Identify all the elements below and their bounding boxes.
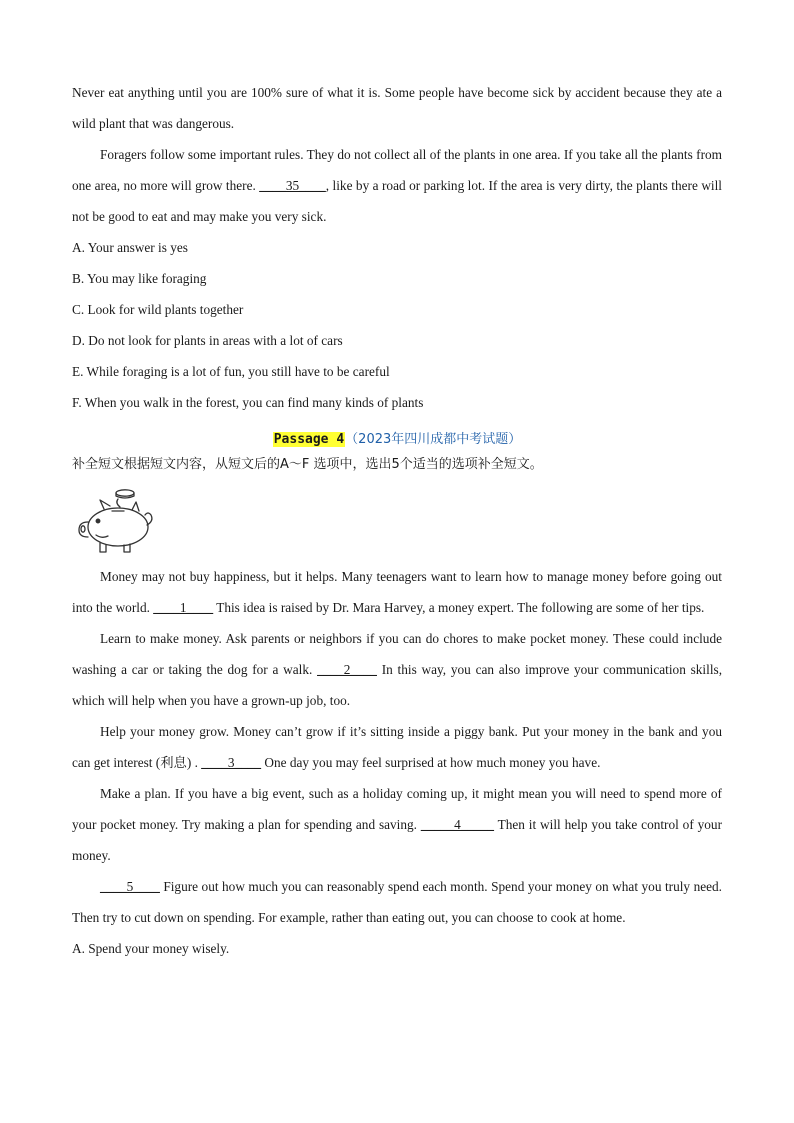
passage4-paragraph-3 [72, 716, 722, 778]
blank-2: ____2____ [317, 662, 377, 677]
blank-4: _____4_____ [420, 817, 494, 832]
passage4-paragraph-4 [72, 778, 722, 871]
p3-text-a: Help your money grow. Money can’t grow if it’s sitting inside a piggy bank. Put your money in the bank and you can get interest (利息) . [72, 724, 722, 770]
option-d: D. Do not look for plants in areas with a lot of cars [72, 333, 343, 348]
passage4-label: Passage 4 [273, 432, 345, 447]
passage4-paragraph-1 [72, 561, 722, 623]
p2-text-a: Learn to make money. Ask parents or neighbors if you can do chores to make pocket money. These could include washing a car or taking the dog for a walk. [72, 631, 722, 677]
p5-text-b: Figure out how much you can reasonably spend each month. Spend your money on what you truly need. Then try to cut down on spending. For example, rather than eating out, you can choose to cook at home. [72, 879, 722, 925]
passage3-paragraph-tail: Never eat anything until you are 100% sure of what it is. Some people have become sick by accident because they ate a wild plant that was dangerous. [72, 85, 722, 131]
passage4-option-a: A. Spend your money wisely. [72, 941, 230, 956]
document-body [72, 77, 722, 964]
p4-text-b: Then it will help you take control of your money. [72, 817, 722, 863]
p1-text-b: This idea is raised by Dr. Mara Harvey, a money expert. The following are some of her tips. [216, 600, 705, 615]
passage4-heading [72, 426, 722, 453]
option-b: B. You may like foraging [72, 271, 207, 286]
option-a: A. Your answer is yes [72, 240, 188, 255]
option-e: E. While foraging is a lot of fun, you still have to be careful [72, 364, 390, 379]
passage4-paragraph-5 [72, 871, 722, 933]
passage4-source: （2023年四川成都中考试题） [345, 432, 522, 447]
passage4-paragraph-2 [72, 623, 722, 716]
blank-5: ____5____ [100, 879, 160, 894]
passage3-rules-text-a: Foragers follow some important rules. They do not collect all of the plants in one area. If you take all the plants from one area, no more will grow there. [72, 147, 722, 193]
option-f: F. When you walk in the forest, you can find many kinds of plants [72, 395, 424, 410]
passage3-rules-text-b: , like by a road or parking lot. If the area is very dirty, the plants there will not be good to eat and may make you very sick. [72, 178, 722, 224]
p1-text-a: Money may not buy happiness, but it helps. Many teenagers want to learn how to manage money before going out into the world. [72, 569, 722, 615]
passage4-instruction: 补全短文根据短文内容，从短文后的A～F 选项中，选出5个适当的选项补全短文。 [72, 457, 543, 472]
blank-3: ____3____ [201, 755, 262, 770]
blank-35: ____35____ [259, 178, 326, 193]
blank-1: ____1____ [153, 600, 214, 615]
piggy-bank-icon [74, 485, 156, 555]
option-c: C. Look for wild plants together [72, 302, 244, 317]
p2-text-b: In this way, you can also improve your communication skills, which will help when you have a grown-up job, too. [72, 662, 723, 708]
p4-text-a: Make a plan. If you have a big event, such as a holiday coming up, it might mean you will need to spend more of your pocket money. Try making a plan for spending and saving. [72, 786, 722, 832]
p3-text-b: One day you may feel surprised at how much money you have. [264, 755, 601, 770]
passage3-paragraph-rules [72, 139, 722, 232]
